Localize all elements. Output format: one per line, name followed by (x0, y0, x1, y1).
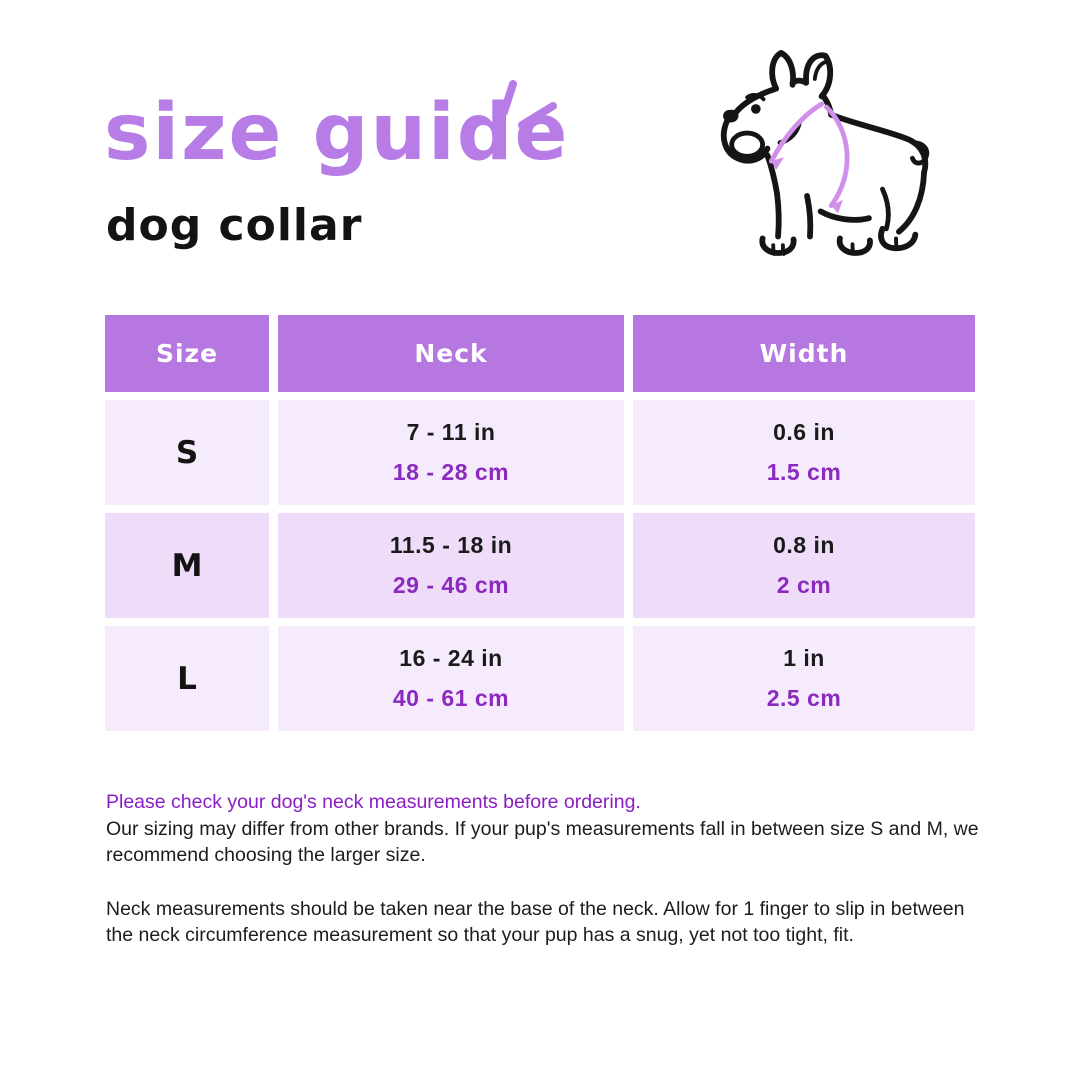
width-cm: 2 cm (776, 572, 832, 598)
table-row-l-width (633, 626, 975, 731)
size-label: L (177, 660, 197, 697)
width-cm: 1.5 cm (766, 459, 842, 485)
note-body-1: Our sizing may differ from other brands. If your pup's measurements fall in between size S and M, we recommend choosing the larger size. (106, 817, 979, 866)
table-row-m-neck (278, 513, 624, 618)
column-header-neck: Neck (278, 315, 624, 392)
note-paragraph-2 (106, 896, 992, 949)
neck-inches: 11.5 - 18 in (389, 532, 513, 558)
sparkle-rays-icon (498, 80, 560, 142)
column-header-size: Size (105, 315, 269, 392)
table-row-s-width (633, 400, 975, 505)
table-row-s-size (105, 400, 269, 505)
neck-cm: 18 - 28 cm (392, 459, 510, 485)
neck-inches: 16 - 24 in (399, 645, 503, 671)
width-cm: 2.5 cm (766, 685, 842, 711)
note-highlight-line: Please check your dog's neck measurements before ordering. (106, 791, 641, 813)
size-label: S (175, 434, 199, 471)
page-subtitle: dog collar (106, 200, 363, 251)
size-label: M (171, 547, 203, 584)
note-body-2: Neck measurements should be taken near the base of the neck. Allow for 1 finger to slip in between the neck circumference measurement so that your pup has a snug, yet not too tight, fit. (106, 897, 965, 946)
table-row-s-neck (278, 400, 624, 505)
table-row-l-neck (278, 626, 624, 731)
neck-cm: 29 - 46 cm (392, 572, 510, 598)
table-row-m-width (633, 513, 975, 618)
sizing-notes (106, 789, 992, 949)
width-inches: 0.8 in (773, 532, 835, 558)
neck-inches: 7 - 11 in (406, 419, 496, 445)
note-paragraph-1 (106, 789, 992, 869)
column-header-width: Width (633, 315, 975, 392)
french-bulldog-illustration (693, 48, 983, 282)
size-guide-table (105, 315, 975, 731)
width-inches: 1 in (783, 645, 825, 671)
table-row-l-size (105, 626, 269, 731)
width-inches: 0.6 in (773, 419, 835, 445)
page-title: size guide (104, 88, 570, 178)
neck-cm: 40 - 61 cm (392, 685, 510, 711)
table-row-m-size (105, 513, 269, 618)
